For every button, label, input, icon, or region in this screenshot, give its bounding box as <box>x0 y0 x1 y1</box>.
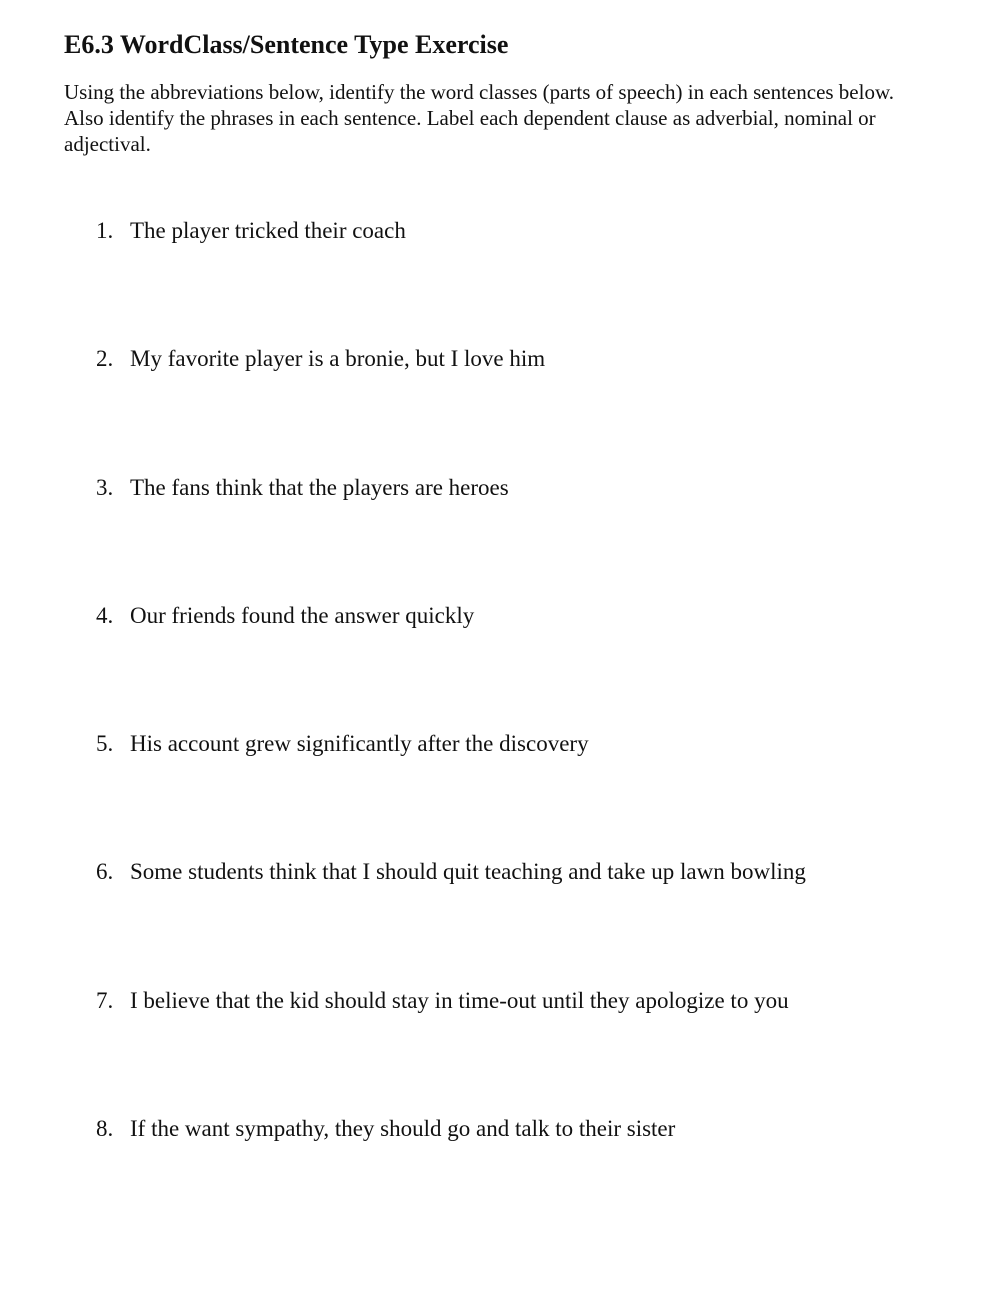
question-item <box>96 986 956 1016</box>
question-text: The fans think that the players are heroes <box>130 475 509 500</box>
question-number: 6. <box>96 859 114 884</box>
question-item <box>96 857 956 887</box>
instructions-paragraph: Using the abbreviations below, identify the word classes (parts of speech) in each sentences below. Also identify the phrases in each sentence. Label each dependent clause as adverbial, nominal or adjectival. <box>64 80 895 156</box>
exercise-title: E6.3 WordClass/Sentence Type Exercise <box>64 30 509 59</box>
question-item <box>96 216 956 246</box>
question-item <box>96 601 956 631</box>
question-number: 4. <box>96 603 114 628</box>
question-number: 7. <box>96 988 114 1013</box>
question-text: My favorite player is a bronie, but I love him <box>130 346 546 371</box>
question-text: If the want sympathy, they should go and talk to their sister <box>130 1116 676 1141</box>
question-number: 1. <box>96 218 114 243</box>
question-item <box>96 473 956 503</box>
question-item <box>96 729 956 759</box>
question-item <box>96 344 956 374</box>
question-text: Some students think that I should quit teaching and take up lawn bowling <box>130 859 806 884</box>
question-number: 2. <box>96 346 114 371</box>
question-number: 3. <box>96 475 114 500</box>
question-text: Our friends found the answer quickly <box>130 603 475 628</box>
question-text: His account grew significantly after the discovery <box>130 731 589 756</box>
question-text: I believe that the kid should stay in time-out until they apologize to you <box>130 988 789 1013</box>
question-item <box>96 1114 956 1144</box>
question-number: 5. <box>96 731 114 756</box>
question-number: 8. <box>96 1116 114 1141</box>
question-text: The player tricked their coach <box>130 218 406 243</box>
